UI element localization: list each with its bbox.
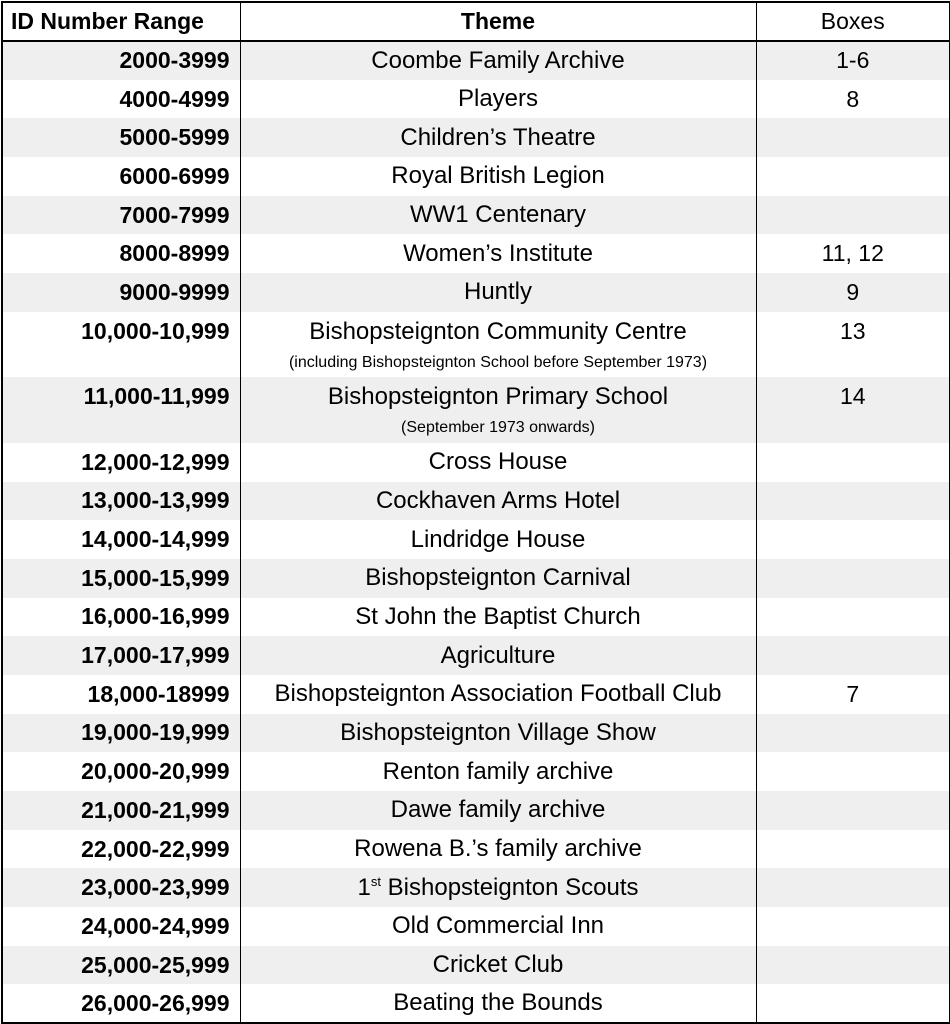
- table-row: [2, 377, 950, 443]
- id-range-cell: 5000-5999: [2, 118, 240, 157]
- theme-cell: Royal British Legion: [240, 157, 756, 196]
- theme-cell: Cricket Club: [240, 946, 756, 985]
- theme-title: Bishopsteignton Scouts: [380, 873, 639, 901]
- table-row: [2, 675, 950, 714]
- archive-id-table: [1, 1, 950, 1024]
- theme-cell: Huntly: [240, 273, 756, 312]
- table-row: [2, 80, 950, 119]
- boxes-cell: [756, 946, 950, 985]
- boxes-cell: [756, 559, 950, 598]
- theme-cell: [240, 868, 756, 907]
- theme-cell: Bishopsteignton Carnival: [240, 559, 756, 598]
- table-row: [2, 118, 950, 157]
- table-row: [2, 907, 950, 946]
- id-range-cell: 15,000-15,999: [2, 559, 240, 598]
- header-id-number-range: ID Number Range: [2, 2, 240, 41]
- theme-ordinal-suffix: st: [370, 873, 381, 889]
- theme-cell: Coombe Family Archive: [240, 41, 756, 80]
- boxes-cell: [756, 752, 950, 791]
- boxes-cell: 14: [756, 377, 950, 443]
- id-range-cell: 16,000-16,999: [81, 603, 230, 630]
- theme-note: (September 1973 onwards): [401, 419, 595, 437]
- boxes-cell: [756, 598, 950, 637]
- id-range-cell: 17,000-17,999: [2, 636, 240, 675]
- table-row: [2, 559, 950, 598]
- table-row: [2, 598, 950, 637]
- boxes-cell: 13: [756, 312, 950, 378]
- header-theme: Theme: [240, 2, 756, 41]
- id-range-cell: 14,000-14,999: [81, 526, 230, 553]
- boxes-cell: [756, 868, 950, 907]
- boxes-cell: [756, 791, 950, 830]
- table-row: [2, 273, 950, 312]
- theme-cell: WW1 Centenary: [240, 196, 756, 235]
- theme-cell: Beating the Bounds: [240, 984, 756, 1023]
- boxes-cell: [756, 443, 950, 482]
- theme-cell: Rowena B.’s family archive: [240, 830, 756, 869]
- theme-ordinal: 1: [357, 873, 371, 901]
- table-row: [2, 984, 950, 1023]
- theme-cell: Cross House: [240, 443, 756, 482]
- id-range-cell: 12,000-12,999: [81, 448, 230, 475]
- boxes-cell: [756, 907, 950, 946]
- id-range-cell: 20,000-20,999: [81, 758, 230, 785]
- boxes-cell: [756, 157, 950, 196]
- theme-cell: [240, 377, 756, 443]
- table-row: [2, 636, 950, 675]
- table-row: [2, 443, 950, 482]
- id-range-cell: 26,000-26,999: [81, 989, 230, 1016]
- id-range-cell: 10,000-10,999: [81, 317, 230, 344]
- boxes-cell: [756, 830, 950, 869]
- table-row: [2, 791, 950, 830]
- table-row: [2, 196, 950, 235]
- table-row: [2, 752, 950, 791]
- id-range-cell: 23,000-23,999: [2, 868, 240, 907]
- id-range-cell: 25,000-25,999: [2, 946, 240, 985]
- id-range-cell: 8000-8999: [119, 240, 230, 267]
- theme-cell: Agriculture: [240, 636, 756, 675]
- table-row: [2, 520, 950, 559]
- theme-cell: [240, 312, 756, 378]
- boxes-cell: [756, 714, 950, 753]
- table-row: [2, 41, 950, 80]
- id-range-cell: 13,000-13,999: [2, 482, 240, 521]
- id-range-cell: 2000-3999: [2, 41, 240, 80]
- boxes-cell: [756, 984, 950, 1023]
- boxes-cell: 1-6: [756, 41, 950, 80]
- header-row: [2, 2, 950, 41]
- boxes-cell: 11, 12: [756, 234, 950, 273]
- id-range-cell: 19,000-19,999: [2, 714, 240, 753]
- boxes-cell: 9: [756, 273, 950, 312]
- table-row: [2, 830, 950, 869]
- theme-cell: St John the Baptist Church: [240, 598, 756, 637]
- theme-cell: Bishopsteignton Association Football Club: [240, 675, 756, 714]
- theme-cell: Women’s Institute: [240, 234, 756, 273]
- theme-cell: Renton family archive: [240, 752, 756, 791]
- theme-cell: Bishopsteignton Village Show: [240, 714, 756, 753]
- theme-cell: Old Commercial Inn: [240, 907, 756, 946]
- table-row: [2, 312, 950, 378]
- table-row: [2, 868, 950, 907]
- table-row: [2, 482, 950, 521]
- boxes-cell: [756, 482, 950, 521]
- id-range-cell: 7000-7999: [2, 196, 240, 235]
- theme-cell: Players: [240, 80, 756, 119]
- table-row: [2, 946, 950, 985]
- boxes-cell: [756, 196, 950, 235]
- id-range-cell: 6000-6999: [119, 162, 230, 189]
- boxes-cell: 8: [756, 80, 950, 119]
- table-row: [2, 157, 950, 196]
- theme-title: Bishopsteignton Community Centre: [309, 317, 687, 345]
- id-range-cell: 9000-9999: [2, 273, 240, 312]
- header-boxes: Boxes: [756, 2, 950, 41]
- id-range-cell: 11,000-11,999: [2, 377, 240, 443]
- theme-cell: Lindridge House: [240, 520, 756, 559]
- boxes-cell: 7: [756, 675, 950, 714]
- theme-note: (including Bishopsteignton School before September 1973): [288, 353, 708, 371]
- id-range-cell: 4000-4999: [119, 85, 230, 112]
- theme-cell: Dawe family archive: [240, 791, 756, 830]
- id-range-cell: 21,000-21,999: [2, 791, 240, 830]
- theme-cell: Children’s Theatre: [240, 118, 756, 157]
- id-range-cell: 22,000-22,999: [81, 835, 230, 862]
- boxes-cell: [756, 520, 950, 559]
- boxes-cell: [756, 636, 950, 675]
- theme-title: Bishopsteignton Primary School: [327, 383, 669, 411]
- table-row: [2, 234, 950, 273]
- boxes-cell: [756, 118, 950, 157]
- id-range-cell: 18,000-18999: [87, 680, 230, 707]
- theme-cell: Cockhaven Arms Hotel: [240, 482, 756, 521]
- id-range-cell: 24,000-24,999: [81, 912, 230, 939]
- table-row: [2, 714, 950, 753]
